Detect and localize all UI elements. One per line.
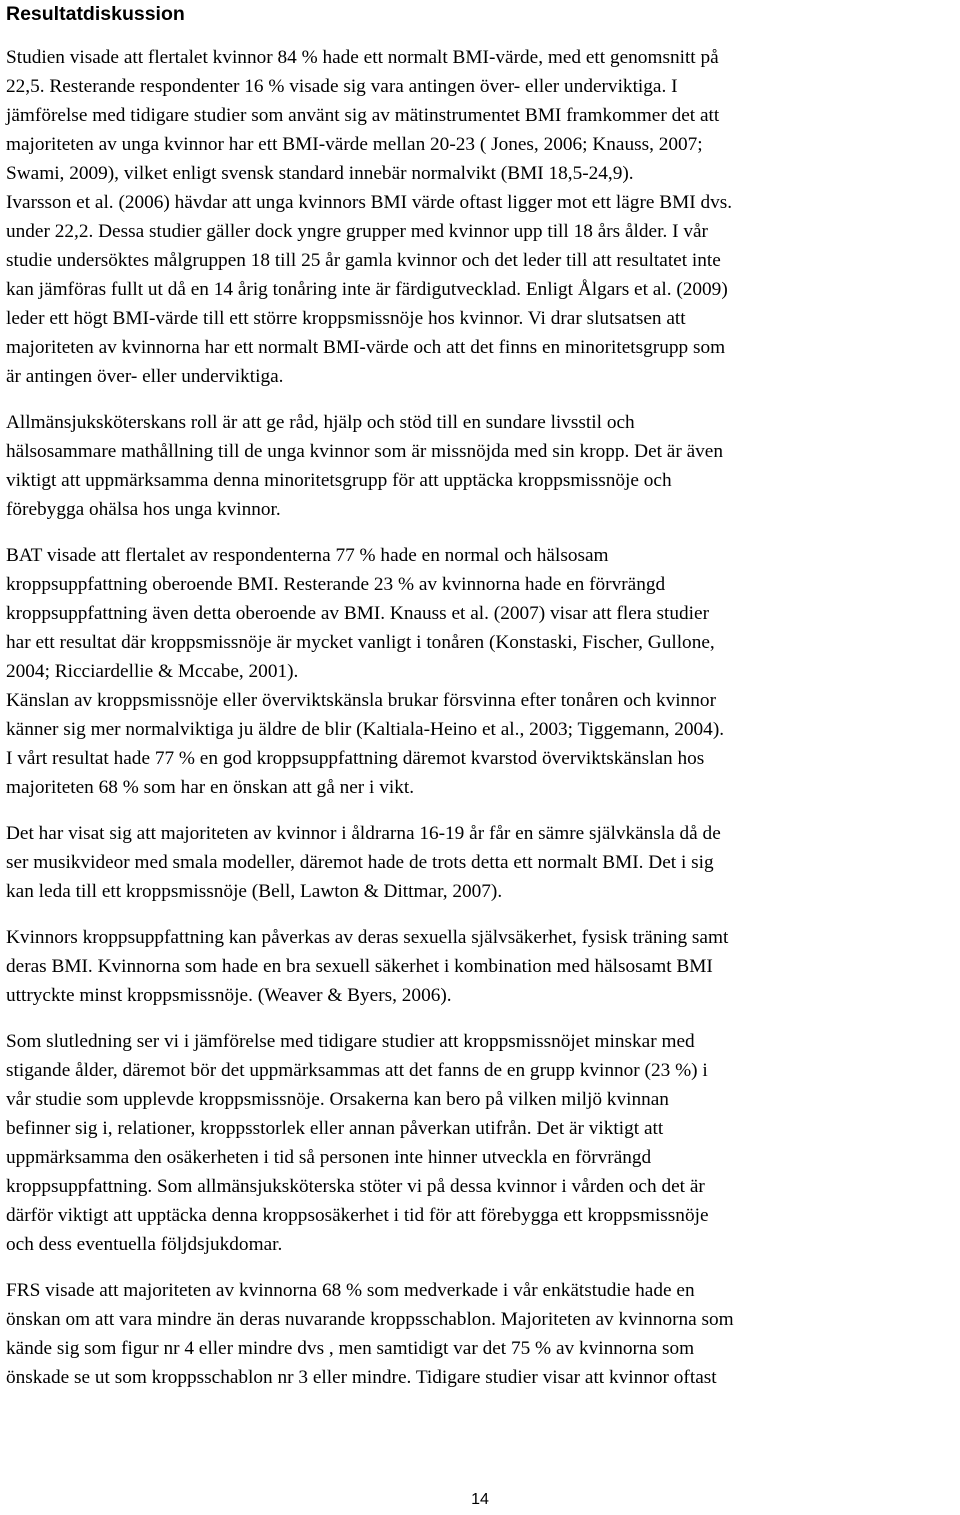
text-line: viktigt att uppmärksamma denna minoritetsgrupp för att upptäcka kroppsmissnöje och	[6, 470, 672, 491]
section-heading: Resultatdiskussion	[6, 3, 185, 25]
text-line: kände sig som figur nr 4 eller mindre dvs , men samtidigt var det 75 % av kvinnorna som	[6, 1338, 695, 1359]
paragraph	[6, 43, 952, 391]
page-number: 14	[471, 1491, 489, 1508]
text-line: kroppsuppfattning även detta oberoende av BMI. Knauss et al. (2007) visar att flera studier	[6, 603, 710, 624]
text-line: kroppsuppfattning. Som allmänsjuksköterska stöter vi på dessa kvinnor i vården och det är	[6, 1176, 705, 1197]
text-line: är antingen över- eller underviktiga.	[6, 366, 284, 387]
paragraph	[6, 1276, 952, 1392]
text-line: befinner sig i, relationer, kroppsstorlek eller annan påverkan utifrån. Det är viktigt att	[6, 1118, 664, 1139]
body-text	[6, 43, 952, 1392]
text-line: Känslan av kroppsmissnöje eller överviktskänsla brukar försvinna efter tonåren och kvinnor	[6, 690, 716, 711]
text-line: hälsosammare mathållning till de unga kvinnor som är missnöjda med sin kropp. Det är även	[6, 441, 724, 462]
text-line: kan jämföras fullt ut då en 14 årig tonåring inte är färdigutvecklad. Enligt Ålgars et al. (2009)	[6, 279, 728, 300]
text-line: uttryckte minst kroppsmissnöje. (Weaver & Byers, 2006).	[6, 985, 452, 1006]
text-line: Allmänsjuksköterskans roll är att ge råd, hjälp och stöd till en sundare livsstil och	[6, 412, 635, 433]
text-line: kroppsuppfattning oberoende BMI. Resterande 23 % av kvinnorna hade en förvrängd	[6, 574, 666, 595]
text-line: I vårt resultat hade 77 % en god kroppsuppfattning däremot kvarstod överviktskänslan hos	[6, 748, 705, 769]
text-line: majoriteten 68 % som har en önskan att gå ner i vikt.	[6, 777, 415, 798]
text-line: stigande ålder, däremot bör det uppmärksammas att det fanns de en grupp kvinnor (23 %) i	[6, 1060, 708, 1081]
paragraph	[6, 819, 952, 906]
text-line: majoriteten av unga kvinnor har ett BMI-värde mellan 20-23 ( Jones, 2006; Knauss, 2007;	[6, 134, 703, 155]
text-line: FRS visade att majoriteten av kvinnorna 68 % som medverkade i vår enkätstudie hade en	[6, 1280, 695, 1301]
text-line: majoriteten av kvinnorna har ett normalt BMI-värde och att det finns en minoritetsgrupp som	[6, 337, 726, 358]
text-line: vår studie som upplevde kroppsmissnöje. Orsakerna kan bero på vilken miljö kvinnan	[6, 1089, 669, 1110]
text-line: under 22,2. Dessa studier gäller dock yngre grupper med kvinnor upp till 18 års ålder. I vår	[6, 221, 708, 242]
paragraph	[6, 923, 952, 1010]
text-line: 2004; Ricciardellie & Mccabe, 2001).	[6, 661, 299, 682]
text-line: och dess eventuella följdsjukdomar.	[6, 1234, 283, 1255]
text-line: förebygga ohälsa hos unga kvinnor.	[6, 499, 281, 520]
text-line: kan leda till ett kroppsmissnöje (Bell, Lawton & Dittmar, 2007).	[6, 881, 503, 902]
text-line: Som slutledning ser vi i jämförelse med tidigare studier att kroppsmissnöjet minskar med	[6, 1031, 695, 1052]
text-line: Ivarsson et al. (2006) hävdar att unga kvinnors BMI värde oftast ligger mot ett lägre BMI dvs.	[6, 192, 733, 213]
text-line: Studien visade att flertalet kvinnor 84 % hade ett normalt BMI-värde, med ett genomsnitt på	[6, 47, 719, 68]
text-line: därför viktigt att upptäcka denna kroppsosäkerhet i tid för att förebygga ett kroppsmissnöje	[6, 1205, 709, 1226]
text-line: jämförelse med tidigare studier som använt sig av mätinstrumentet BMI framkommer det att	[6, 105, 720, 126]
text-line: 22,5. Resterande respondenter 16 % visade sig vara antingen över- eller underviktiga. I	[6, 76, 678, 97]
text-line: har ett resultat där kroppsmissnöje är mycket vanligt i tonåren (Konstaski, Fischer, Gullone,	[6, 632, 715, 653]
text-line: uppmärksamma den osäkerheten i tid så personen inte hinner utveckla en förvrängd	[6, 1147, 652, 1168]
text-line: önskade se ut som kroppsschablon nr 3 eller mindre. Tidigare studier visar att kvinnor oftast	[6, 1367, 717, 1388]
text-line: studie undersöktes målgruppen 18 till 25 år gamla kvinnor och det leder till att resultatet inte	[6, 250, 721, 271]
paragraph	[6, 1027, 952, 1259]
paragraph	[6, 541, 952, 802]
text-line: Swami, 2009), vilket enligt svensk standard innebär normalvikt (BMI 18,5-24,9).	[6, 163, 634, 184]
text-line: leder ett högt BMI-värde till ett större kroppsmissnöje hos kvinnor. Vi drar slutsatsen att	[6, 308, 686, 329]
paragraph	[6, 408, 952, 524]
text-line: ser musikvideor med smala modeller, däremot hade de trots detta ett normalt BMI. Det i sig	[6, 852, 714, 873]
text-line: Kvinnors kroppsuppfattning kan påverkas av deras sexuella självsäkerhet, fysisk träning samt	[6, 927, 729, 948]
text-line: Det har visat sig att majoriteten av kvinnor i åldrarna 16-19 år får en sämre självkänsla då de	[6, 823, 721, 844]
document-page	[6, 0, 952, 1392]
text-line: känner sig mer normalviktiga ju äldre de blir (Kaltiala-Heino et al., 2003; Tiggemann, 2004).	[6, 719, 725, 740]
text-line: önskan om att vara mindre än deras nuvarande kroppsschablon. Majoriteten av kvinnorna som	[6, 1309, 734, 1330]
text-line: deras BMI. Kvinnorna som hade en bra sexuell säkerhet i kombination med hälsosamt BMI	[6, 956, 713, 977]
text-line: BAT visade att flertalet av respondenterna 77 % hade en normal och hälsosam	[6, 545, 609, 566]
